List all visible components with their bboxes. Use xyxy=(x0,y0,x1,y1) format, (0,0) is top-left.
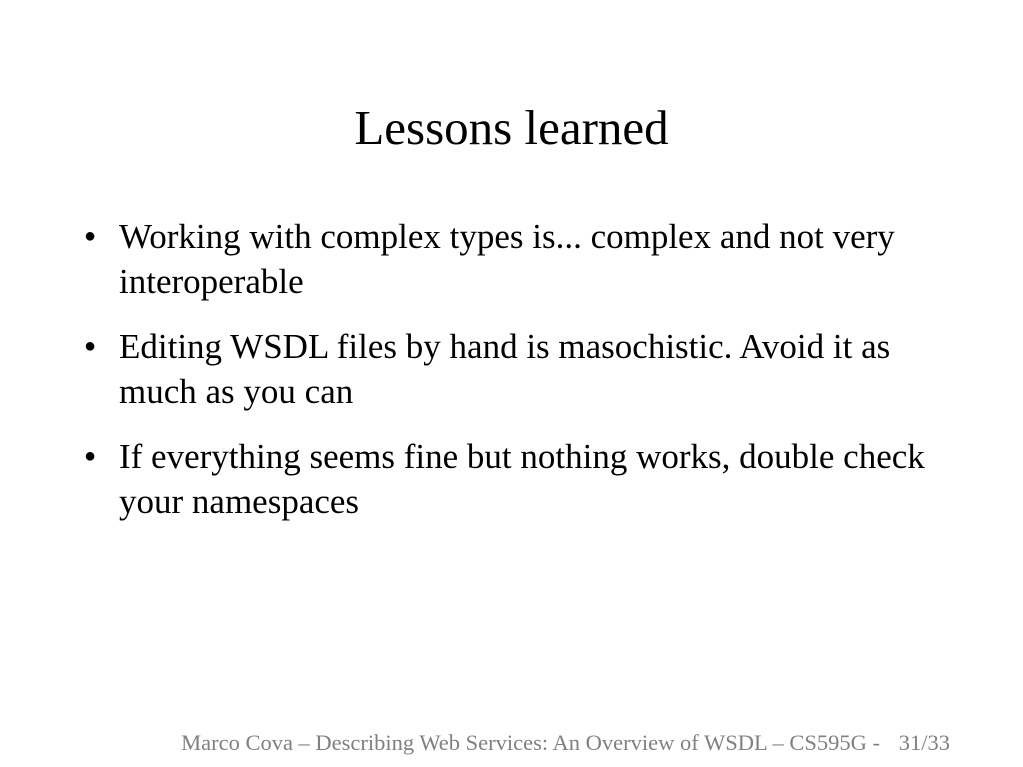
bullet-item xyxy=(84,324,944,414)
bullet-item xyxy=(84,214,944,304)
footer-text: Marco Cova – Describing Web Services: An Overview of WSDL – CS595G - xyxy=(181,730,880,755)
bullet-text: If everything seems fine but nothing works, double check your namespaces xyxy=(119,437,925,521)
bullet-icon: ● xyxy=(84,335,97,357)
bullet-list xyxy=(84,214,944,544)
bullet-icon: ● xyxy=(84,445,97,467)
bullet-text: Working with complex types is... complex and not very interoperable xyxy=(119,217,895,301)
bullet-icon: ● xyxy=(84,225,97,247)
page-number: 31/33 xyxy=(898,730,950,755)
bullet-item xyxy=(84,434,944,524)
slide-footer xyxy=(0,726,1023,760)
slide-title: Lessons learned xyxy=(354,100,669,155)
bullet-text: Editing WSDL files by hand is masochistic. Avoid it as much as you can xyxy=(119,327,891,411)
